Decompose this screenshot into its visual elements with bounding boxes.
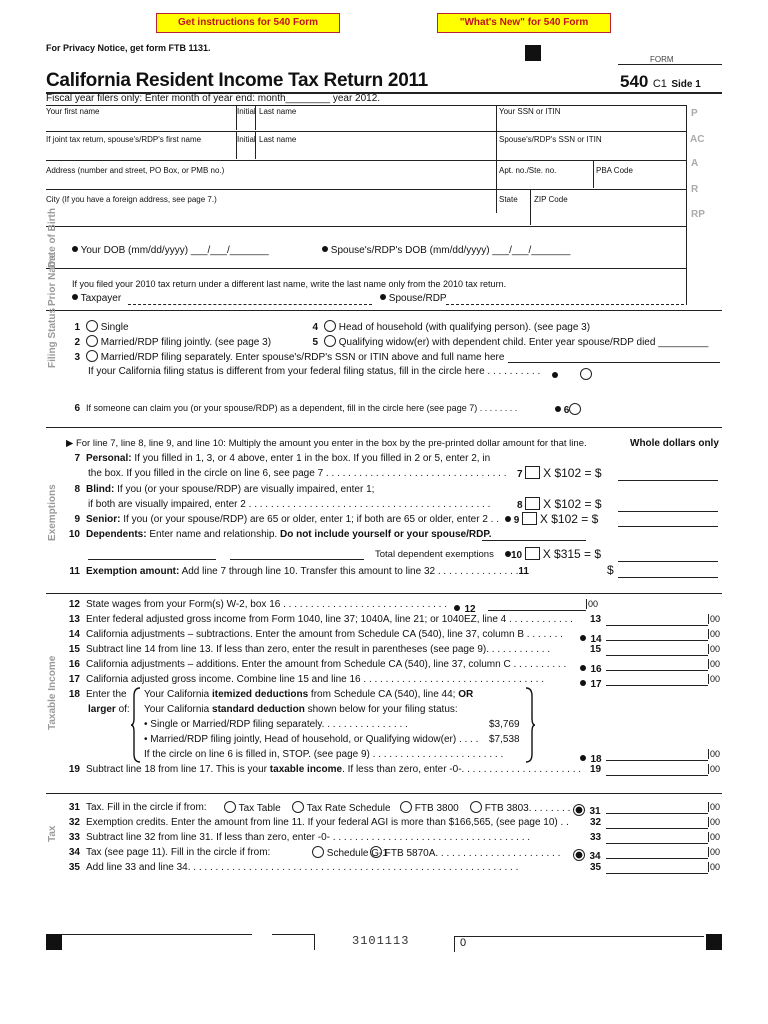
- line-8-box[interactable]: 8 X $102 = $: [517, 497, 602, 511]
- filing-status-5[interactable]: 5 Qualifying widow(er) with dependent child. Enter year spouse/RDP died _________: [312, 337, 709, 348]
- line-14-text: 14 California adjustments – subtractions. Enter the amount from Schedule CA (540), line 37, column B . . . . . . .: [68, 629, 563, 640]
- line-13-text: 13 Enter federal adjusted gross income from Form 1040, line 37; 1040A, line 21; or 1040EZ, line 4 . . . . . . . . . . . .: [68, 614, 573, 625]
- line-31: 31 Tax. Fill in the circle if from:: [68, 802, 207, 813]
- line-35-cents: 00: [710, 862, 721, 872]
- exemptions-intro: ▶ For line 7, line 8, line 9, and line 10: Multiply the amount you enter in the box by the pre-printed dollar amount for that line.: [66, 438, 587, 449]
- tax-table-option[interactable]: Tax Table: [224, 801, 281, 814]
- line-32: 32 Exemption credits. Enter the amount from line 11. If your federal AGI is more than $166,565, (see page 10) . .: [68, 817, 569, 828]
- line-33: 33 Subtract line 32 from line 31. If less than zero, enter -0- . . . . . . . . . . . . . . . . . . . . . . . . . . . . . . . . . . . .: [68, 832, 531, 843]
- line-17-text: 17 California adjusted gross income. Combine line 15 and line 16 . . . . . . . . . . . . . . . . . . . . . . . . . . . . . . . . .: [68, 674, 544, 685]
- line-14-amount[interactable]: [606, 627, 708, 641]
- pba-code-field[interactable]: PBA Code: [596, 166, 633, 175]
- line-15-text: 15 Subtract line 14 from line 13. If less than zero, enter the result in parentheses (see page 9). . . . . . . . . . . .: [68, 644, 551, 655]
- line-16-text: 16 California adjustments – additions. Enter the amount from Schedule CA (540), line 37, column C . . . . . . . . . .: [68, 659, 567, 670]
- line-11-dollar: $: [607, 563, 614, 577]
- different-status-line: If your California filing status is different from your federal filing status, fill in the circle here . . . . . . . . . .: [88, 366, 541, 377]
- line-7-text-b: the box. If you filled in the circle on line 6, see page 7 . . . . . . . . . . . . . . . . . . . . . . . . . . . . . . . . .: [88, 468, 507, 479]
- spouse-first-name-field[interactable]: If joint tax return, spouse's/RDP's first name: [46, 135, 202, 144]
- line-18-itemized: Your California itemized deductions from Schedule CA (540), line 44; OR: [144, 689, 474, 700]
- code-r: R: [691, 184, 699, 195]
- line-17-cents: 00: [710, 674, 721, 684]
- line-7-box[interactable]: 7 X $102 = $: [517, 466, 602, 480]
- line-19-amount[interactable]: [606, 762, 708, 776]
- line-8-text-b: if both are visually impaired, enter 2 . . . . . . . . . . . . . . . . . . . . . . . . . . . . . . . . . . . . . . . . . . . .: [88, 499, 491, 510]
- line-18-joint: • Married/RDP filing jointly, Head of household, or Qualifying widow(er) . . . .: [144, 734, 479, 745]
- line-35-amount[interactable]: [606, 860, 708, 874]
- line-6: 6 If someone can claim you (or your spouse/RDP) as a dependent, fill in the circle here (see page 7) . . . . . . . .: [74, 403, 518, 414]
- line-18-single: • Single or Married/RDP filing separately. . . . . . . . . . . . . . . .: [144, 719, 408, 730]
- filing-status-1[interactable]: 1 Single: [74, 322, 129, 333]
- line-12-cents: 00: [588, 599, 599, 609]
- line-15-cents: 00: [710, 644, 721, 654]
- apt-field[interactable]: Apt. no./Ste. no.: [499, 166, 557, 175]
- page-title: California Resident Income Tax Return 2011: [46, 70, 428, 91]
- spouse-ssn-field[interactable]: Spouse's/RDP's SSN or ITIN: [499, 135, 602, 144]
- footer-page: 0: [460, 937, 467, 949]
- line-8-text: 8 Blind: If you (or your spouse/RDP) are visually impaired, enter 1;: [74, 484, 375, 495]
- line-16-cents: 00: [710, 659, 721, 669]
- line-16-amount[interactable]: [606, 657, 708, 671]
- right-brace: [524, 686, 536, 764]
- line-6-circle[interactable]: 6: [555, 403, 581, 416]
- form-id: 540 C1 Side 1: [620, 72, 701, 91]
- whats-new-button[interactable]: "What's New" for 540 Form: [437, 13, 611, 33]
- spouse-initial-field[interactable]: Initial: [237, 135, 256, 144]
- line-19-cents: 00: [710, 764, 721, 774]
- line-33-cents: 00: [710, 832, 721, 842]
- line-18-amount[interactable]: [606, 747, 708, 761]
- filing-status-4[interactable]: 4 Head of household (with qualifying person). (see page 3): [312, 322, 591, 333]
- line-13-amount[interactable]: [606, 612, 708, 626]
- fiscal-year-line: Fiscal year filers only: Enter month of year end: month________ year 2012.: [46, 93, 381, 104]
- line-18-cents: 00: [710, 749, 721, 759]
- line-17-amount[interactable]: [606, 672, 708, 686]
- zip-code-field[interactable]: ZIP Code: [534, 195, 568, 204]
- spouse-dob-field[interactable]: Spouse's/RDP's DOB (mm/dd/yyyy) ___/___/_______: [322, 245, 570, 256]
- prior-name-instruction: If you filed your 2010 tax return under a different last name, write the last name only from the 2010 tax return.: [72, 279, 507, 289]
- line-12-bullet: 12: [454, 599, 476, 617]
- footer-code: 3101113: [352, 934, 410, 948]
- line-7-text: 7 Personal: If you filled in 1, 3, or 4 above, enter 1 in the box. If you filled in 2 or 5, enter 2, in: [74, 453, 491, 464]
- exemptions-section-label: Exemptions: [47, 484, 58, 541]
- line-34-cents: 00: [710, 847, 721, 857]
- line-32-cents: 00: [710, 817, 721, 827]
- code-p: P: [691, 108, 698, 119]
- address-field[interactable]: Address (number and street, PO Box, or PMB no.): [46, 166, 225, 175]
- line-34-amount[interactable]: [606, 845, 708, 859]
- line-34-filled-circle: 34: [573, 846, 601, 864]
- filing-status-2[interactable]: 2 Married/RDP filing jointly. (see page 3): [74, 337, 272, 348]
- line-18-stop: If the circle on line 6 is filled in, STOP. (see page 9) . . . . . . . . . . . . . . . . . . . . . . . .: [144, 749, 504, 760]
- line-10-box[interactable]: 10 X $315 = $: [505, 547, 601, 561]
- state-field[interactable]: State: [499, 195, 518, 204]
- line-32-amount[interactable]: [606, 815, 708, 829]
- line-18-enter: 18 Enter the: [68, 689, 127, 700]
- ssn-field[interactable]: Your SSN or ITIN: [499, 107, 561, 116]
- line-11-text: 11 Exemption amount: Add line 7 through line 10. Transfer this amount to line 32 . . . . . . . . . . . . . . .11: [69, 566, 529, 577]
- footer-mark-right: [706, 934, 722, 950]
- footer-mark-left: [46, 934, 62, 950]
- prior-name-taxpayer[interactable]: Taxpayer: [72, 293, 121, 304]
- line-19-text: 19 Subtract line 18 from line 17. This is your taxable income. If less than zero, enter -0-. . . . . . . . . . . . . . . . . . . . . .: [68, 764, 582, 775]
- left-brace: [130, 686, 142, 764]
- line-10-text: 10 Dependents: Enter name and relationship. Do not include yourself or your spouse/RDP.: [68, 529, 492, 540]
- line-18-standard: Your California standard deduction shown below for your filing status:: [144, 704, 458, 715]
- prior-name-spouse[interactable]: Spouse/RDP: [380, 293, 447, 304]
- line-9-text: 9 Senior: If you (or your spouse/RDP) are 65 or older, enter 1; if both are 65 or older, enter 2 . .: [74, 514, 499, 525]
- first-name-field[interactable]: Your first name: [46, 107, 100, 116]
- line-35: 35 Add line 33 and line 34. . . . . . . . . . . . . . . . . . . . . . . . . . . . . . . . . . . . . . . . . . . . . . . . . . . . . . . . . . . .: [68, 862, 519, 873]
- taxable-income-section-label: Taxable Income: [47, 655, 58, 730]
- instructions-button[interactable]: Get instructions for 540 Form: [156, 13, 340, 33]
- line-34: 34 Tax (see page 11). Fill in the circle if from:: [68, 847, 271, 858]
- registration-mark: [525, 45, 541, 61]
- line-31-amount[interactable]: [606, 800, 708, 814]
- last-name-field[interactable]: Last name: [259, 107, 297, 116]
- city-field[interactable]: City (If you have a foreign address, see page 7.): [46, 195, 217, 204]
- line-31-filled-circle: 31: [573, 801, 601, 819]
- line-12-amount[interactable]: [488, 597, 586, 611]
- line-33-amount[interactable]: [606, 830, 708, 844]
- spouse-last-name-field[interactable]: Last name: [259, 135, 297, 144]
- prior-name-section-label: Prior Name: [47, 252, 58, 306]
- different-status-circle[interactable]: [580, 365, 592, 383]
- line-14-cents: 00: [710, 629, 721, 639]
- line-18-single-amount: $3,769: [489, 719, 520, 730]
- line-18-larger: larger of:: [88, 704, 130, 715]
- line-31-cents: 00: [710, 802, 721, 812]
- dob-section-label: Date of Birth: [47, 208, 58, 268]
- line-9-box[interactable]: 9 X $102 = $: [505, 512, 598, 526]
- privacy-notice: For Privacy Notice, get form FTB 1131.: [46, 43, 211, 53]
- code-rp: RP: [691, 209, 705, 220]
- line-13-cents: 00: [710, 614, 721, 624]
- line-12-text: 12 State wages from your Form(s) W-2, box 16 . . . . . . . . . . . . . . . . . . . . . . . . . . . . . .: [68, 599, 448, 610]
- tax-section-label: Tax: [47, 825, 58, 842]
- line-15-amount[interactable]: [606, 642, 708, 656]
- line-18-joint-amount: $7,538: [489, 734, 520, 745]
- schedule-g1-option[interactable]: Schedule G-1: [312, 846, 388, 859]
- ftb-3800-option[interactable]: FTB 3800: [400, 801, 459, 814]
- initial-field[interactable]: Initial: [237, 107, 256, 116]
- form-label: FORM: [650, 55, 674, 64]
- whole-dollars-label: Whole dollars only: [630, 438, 719, 449]
- different-status-bullet: [552, 366, 558, 384]
- code-ac: AC: [690, 134, 705, 145]
- your-dob-field[interactable]: Your DOB (mm/dd/yyyy) ___/___/_______: [72, 245, 269, 256]
- total-dependent-label: Total dependent exemptions: [375, 549, 494, 560]
- code-a: A: [691, 158, 699, 169]
- ftb-5870a-option[interactable]: FTB 5870A. . . . . . . . . . . . . . . . . . . . . . .: [370, 846, 560, 859]
- tax-rate-schedule-option[interactable]: Tax Rate Schedule: [292, 801, 391, 814]
- filing-status-section-label: Filing Status: [47, 308, 58, 368]
- filing-status-3[interactable]: 3 Married/RDP filing separately. Enter spouse's/RDP's SSN or ITIN above and full name here: [74, 352, 505, 363]
- ftb-3803-option[interactable]: FTB 3803. . . . . . . .: [470, 801, 570, 814]
